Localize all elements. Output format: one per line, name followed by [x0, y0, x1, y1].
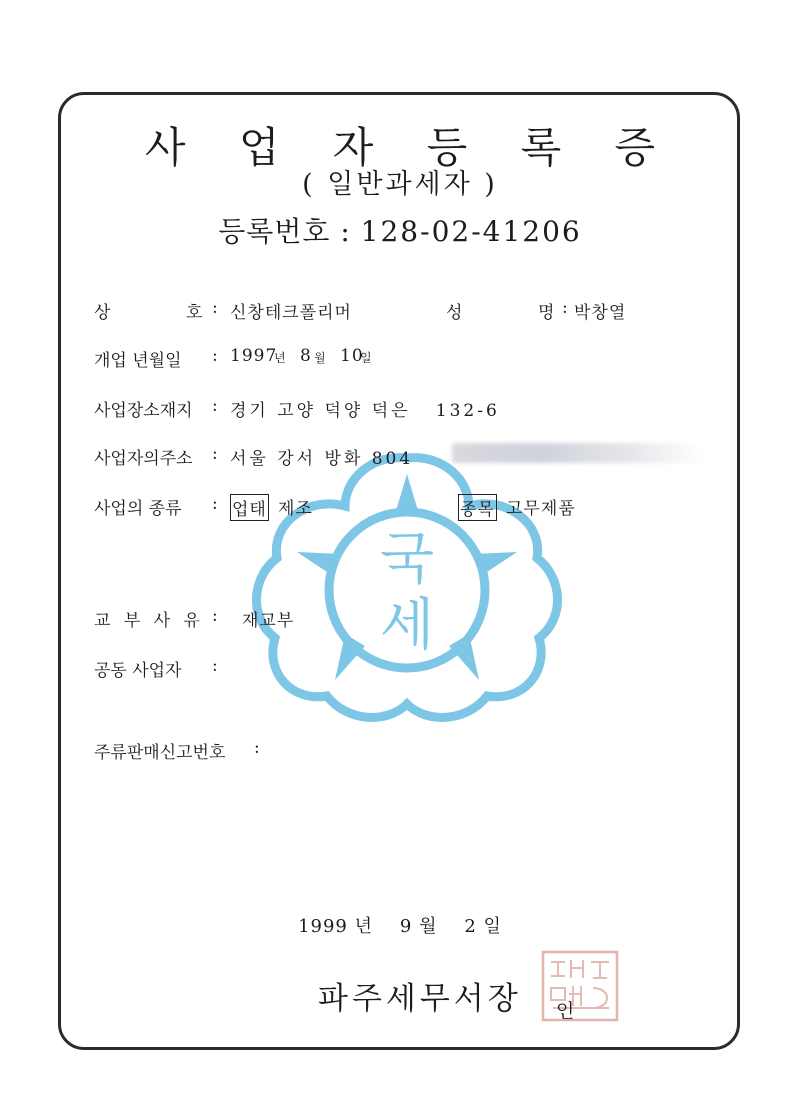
owner-label-b: 명 [538, 303, 555, 323]
trade-name-label-b: 호 [186, 303, 203, 323]
business-kind-label: 사업의 종류 [94, 499, 182, 519]
trade-name-value: 신창테크폴리머 [230, 303, 352, 323]
owner-value: 박창열 [574, 303, 627, 323]
liquor-report-label: 주류판매신고번호 [94, 743, 226, 763]
liquor-report-colon: : [254, 738, 260, 758]
document-title: 사 업 자 등 록 증 [144, 123, 676, 172]
emblem-star-point [395, 474, 419, 514]
trade-name-colon: : [212, 298, 218, 318]
registration-label: 등록번호 : [218, 215, 351, 248]
trade-name-label-a: 상 [94, 303, 111, 323]
business-type-value: 제조 [278, 499, 313, 519]
national-tax-emblem-watermark [243, 440, 571, 722]
emblem-text-top: 국 [379, 527, 435, 592]
reissue-reason-colon: : [212, 606, 218, 626]
issue-day-unit: 일 [483, 916, 502, 937]
issue-day: 2 [464, 916, 477, 937]
taxpayer-type: ( 일반과세자 ) [302, 169, 498, 200]
issue-month: 9 [399, 916, 413, 937]
business-item-label: 종목 [458, 494, 497, 521]
open-date-label: 개업 년월일 [94, 351, 182, 371]
owner-address-value: 서울 강서 방화 804 [230, 449, 414, 469]
owner-address-colon: : [212, 444, 218, 464]
business-type-label: 업태 [230, 494, 269, 521]
reissue-reason-value: 재교부 [242, 611, 295, 631]
owner-label-a: 성 [446, 303, 463, 323]
business-address-value: 경기 고양 덕양 덕은 132-6 [230, 401, 500, 421]
issuing-office: 파주세무서장 [318, 981, 522, 1017]
open-date-year-unit: 년 [274, 351, 287, 365]
open-date-year: 1997 [230, 346, 278, 366]
emblem-text-bottom: 세 [379, 593, 435, 658]
seal-mark: 인 [556, 1000, 575, 1022]
open-date-month: 8 [300, 346, 312, 366]
registration-number: 128-02-41206 [360, 215, 582, 248]
issue-year-unit: 년 [354, 916, 373, 937]
business-address-colon: : [212, 396, 218, 416]
business-address-label: 사업장소재지 [94, 401, 193, 421]
open-date-day: 10 [340, 346, 364, 366]
issue-month-unit: 월 [419, 916, 438, 937]
official-seal-stamp [539, 948, 621, 1024]
business-item-value: 고무제품 [506, 499, 576, 519]
co-owner-colon: : [212, 656, 218, 676]
business-kind-colon: : [212, 494, 218, 514]
open-date-month-unit: 월 [314, 351, 327, 365]
reissue-reason-label: 교 부 사 유 [94, 611, 204, 631]
owner-address-label: 사업자의주소 [94, 449, 193, 469]
owner-colon: : [562, 298, 568, 318]
open-date-colon: : [212, 346, 218, 366]
co-owner-label: 공동 사업자 [94, 661, 182, 681]
redacted-address-blur [452, 443, 702, 463]
open-date-day-unit: 일 [360, 351, 373, 365]
issue-date [0, 912, 800, 938]
registration-number-line [0, 210, 800, 250]
issue-year: 1999 [298, 916, 348, 937]
